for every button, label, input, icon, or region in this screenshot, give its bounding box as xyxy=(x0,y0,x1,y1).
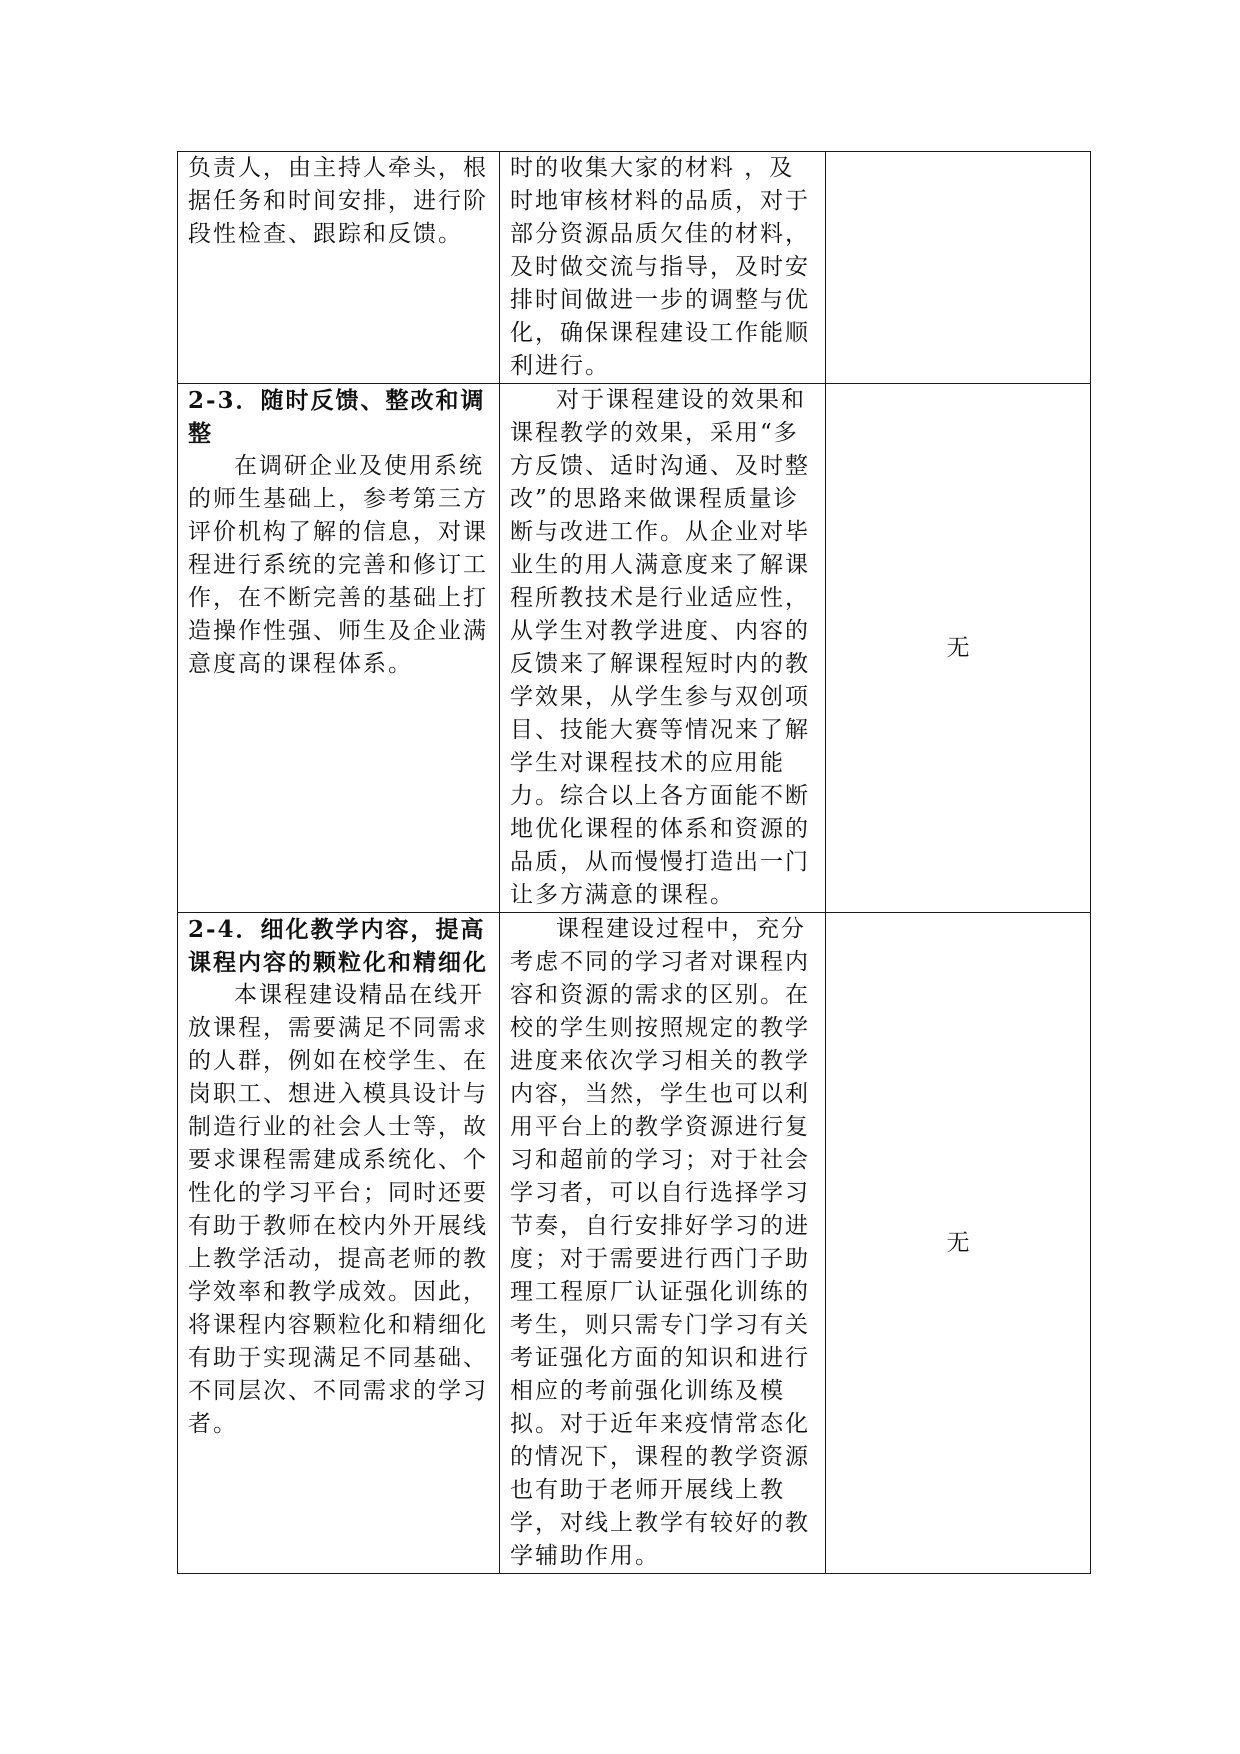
table-row xyxy=(178,913,1091,1574)
measure-text: 在调研企业及使用系统的师生基础上，参考第三方评价机构了解的信息，对课程进行系统的完善和修订工作，在不断完善的基础上打造操作性强、师生及企业满意度高的课程体系。 xyxy=(188,453,488,677)
measure-cell xyxy=(178,913,500,1574)
implementation-text: 对于课程建设的效果和课程教学的效果，采用“多方反馈、适时沟通、及时整改”的思路来做课程质量诊断与改进工作。从企业对毕业生的用人满意度来了解课程所教技术是行业适应性，从学生对教学进度、内容的反馈来了解课程短时内的教学效果，从学生参与双创项目、技能大赛等情况来了解学生对课程技术的应用能力。综合以上各方面能不断地优化课程的体系和资源的品质，从而慢慢打造出一门让多方满意的课程。 xyxy=(510,387,810,908)
measure-cell xyxy=(178,384,500,913)
remark-cell xyxy=(826,913,1091,1574)
implementation-text: 时的收集大家的材料 ，及时地审核材料的品质，对于部分资源品质欠佳的材料，及时做交流与指导，及时安排时间做进一步的调整与优化，确保课程建设工作能顺利进行。 xyxy=(510,155,810,379)
implementation-cell xyxy=(500,384,826,913)
section-title: 2-3．随时反馈、整改和调整 xyxy=(188,387,486,447)
measure-text: 负责人，由主持人牵头，根据任务和时间安排，进行阶段性检查、跟踪和反馈。 xyxy=(188,155,488,247)
remark-cell xyxy=(826,384,1091,913)
remark-text: 无 xyxy=(946,1229,970,1256)
implementation-cell xyxy=(500,913,826,1574)
measure-text: 本课程建设精品在线开放课程，需要满足不同需求的人群，例如在校学生、在岗职工、想进入模具设计与制造行业的社会人士等，故要求课程需建成系统化、个性化的学习平台；同时还要有助于教师在校内外开展线上教学活动，提高老师的教学效率和教学成效。因此，将课程内容颗粒化和精细化有助于实现满足不同基础、不同层次、不同需求的学习者。 xyxy=(188,982,488,1437)
section-title: 2-4．细化教学内容，提高课程内容的颗粒化和精细化 xyxy=(188,916,488,976)
remark-cell xyxy=(826,152,1091,384)
table-row xyxy=(178,152,1091,384)
measure-cell xyxy=(178,152,500,384)
remark-text: 无 xyxy=(946,634,970,661)
table-row xyxy=(178,384,1091,913)
implementation-cell xyxy=(500,152,826,384)
content-table xyxy=(177,151,1091,1574)
implementation-text: 课程建设过程中，充分考虑不同的学习者对课程内容和资源的需求的区别。在校的学生则按照规定的教学进度来依次学习相关的教学内容，当然，学生也可以利用平台上的教学资源进行复习和超前的学习；对于社会学习者，可以自行选择学习节奏，自行安排好学习的进度；对于需要进行西门子助理工程原厂认证强化训练的考生，则只需专门学习有关考证强化方面的知识和进行相应的考前强化训练及模拟。对于近年来疫情常态化的情况下，课程的教学资源也有助于老师开展线上教学，对线上教学有较好的教学辅助作用。 xyxy=(510,916,810,1569)
